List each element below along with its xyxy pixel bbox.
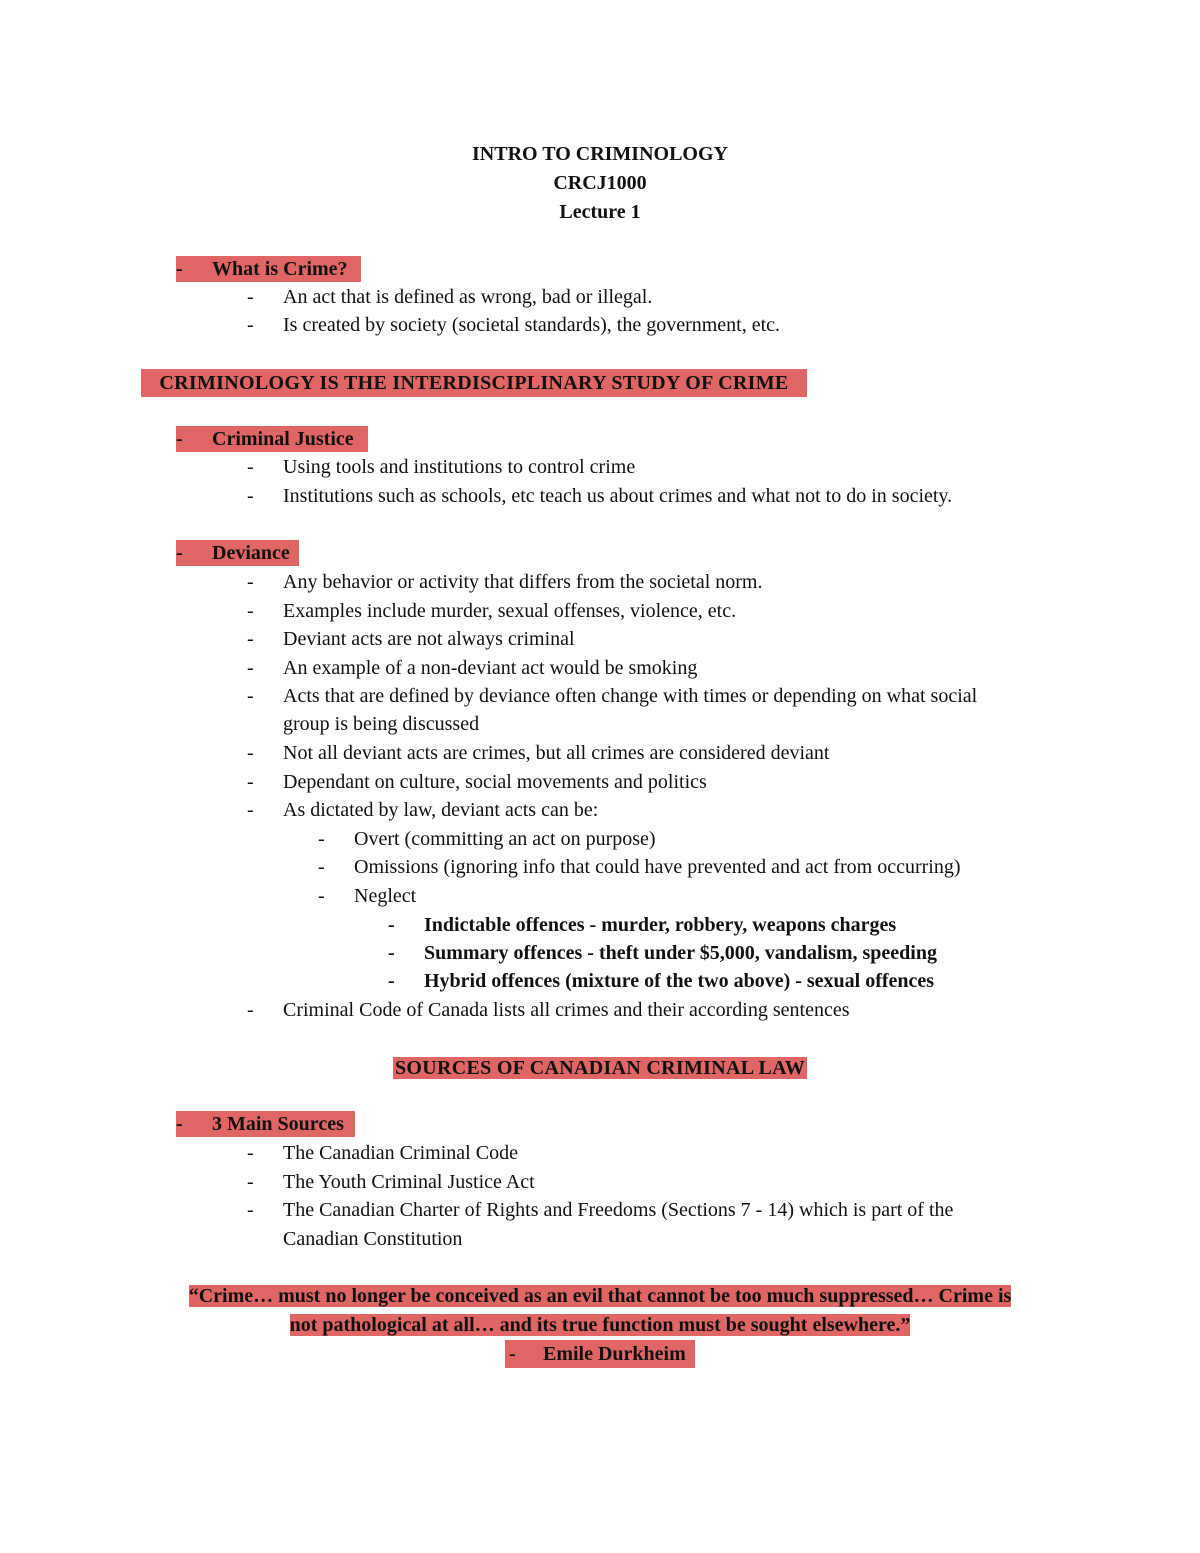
course-code: CRCJ1000 <box>553 172 647 194</box>
list-item-text: As dictated by law, deviant acts can be: <box>283 799 599 821</box>
bullet-dash: - <box>509 1343 516 1365</box>
bullet-dash: - <box>176 258 183 280</box>
list-item-text: An act that is defined as wrong, bad or illegal. <box>283 286 653 308</box>
list-item-text: An example of a non-deviant act would be smoking <box>283 657 698 679</box>
bullet-dash: - <box>247 742 254 764</box>
quote-author-name: Emile Durkheim <box>543 1343 686 1365</box>
bullet-dash: - <box>388 970 395 992</box>
offence-item-text: Hybrid offences (mixture of the two above) - sexual offences <box>424 970 935 992</box>
bullet-dash: - <box>247 456 254 478</box>
bullet-dash: - <box>247 1199 254 1221</box>
list-item-text: Examples include murder, sexual offenses, violence, etc. <box>283 600 737 622</box>
bullet-dash: - <box>388 942 395 964</box>
bullet-dash: - <box>247 685 254 707</box>
list-item-text: Deviant acts are not always criminal <box>283 628 575 650</box>
sub-list-item-text: Omissions (ignoring info that could have prevented and act from occurring) <box>354 856 961 878</box>
list-item-text: Dependant on culture, social movements and politics <box>283 771 707 793</box>
section-banner-sources: SOURCES OF CANADIAN CRIMINAL LAW <box>394 1057 805 1079</box>
list-item-continuation: group is being discussed <box>283 713 480 735</box>
topic-heading-what-is-crime <box>176 256 361 282</box>
bullet-dash: - <box>388 914 395 936</box>
bullet-dash: - <box>247 799 254 821</box>
bullet-dash: - <box>247 485 254 507</box>
list-item-text: Any behavior or activity that differs from the societal norm. <box>283 571 763 593</box>
topic-heading-text: Deviance <box>212 542 290 564</box>
list-item-text: The Youth Criminal Justice Act <box>283 1171 535 1193</box>
topic-heading-text: Criminal Justice <box>212 428 354 450</box>
section-banner-sources-wrap <box>0 1054 1200 1082</box>
lecture-number: Lecture 1 <box>559 201 641 223</box>
bullet-dash: - <box>318 885 325 907</box>
topic-heading-text: 3 Main Sources <box>212 1113 344 1135</box>
bullet-dash: - <box>247 999 254 1021</box>
bullet-dash: - <box>318 856 325 878</box>
bullet-dash: - <box>247 771 254 793</box>
quote-author <box>505 1340 695 1368</box>
list-item-text: Using tools and institutions to control crime <box>283 456 636 478</box>
topic-heading-criminal-justice <box>176 426 368 452</box>
bullet-dash: - <box>176 428 183 450</box>
bullet-dash: - <box>247 1171 254 1193</box>
bullet-dash: - <box>318 828 325 850</box>
bullet-dash: - <box>247 571 254 593</box>
bullet-dash: - <box>247 628 254 650</box>
list-item-continuation: Canadian Constitution <box>283 1228 463 1250</box>
section-banner-criminology: CRIMINOLOGY IS THE INTERDISCIPLINARY STUDY OF CRIME <box>141 369 807 397</box>
list-item-text: Criminal Code of Canada lists all crimes and their according sentences <box>283 999 850 1021</box>
topic-heading-text: What is Crime? <box>212 258 348 280</box>
quote-line-2: not pathological at all… and its true function must be sought elsewhere.” <box>289 1314 911 1336</box>
quote-line-1-wrap <box>0 1282 1200 1310</box>
bullet-dash: - <box>176 542 183 564</box>
list-item-text: Not all deviant acts are crimes, but all crimes are considered deviant <box>283 742 830 764</box>
list-item-text: Acts that are defined by deviance often change with times or depending on what social <box>283 685 978 707</box>
bullet-dash: - <box>247 314 254 336</box>
topic-heading-deviance <box>176 540 299 566</box>
bullet-dash: - <box>247 657 254 679</box>
quote-line-2-wrap <box>0 1311 1200 1339</box>
list-item-text: The Canadian Criminal Code <box>283 1142 518 1164</box>
list-item-text: The Canadian Charter of Rights and Freedoms (Sections 7 - 14) which is part of the <box>283 1199 954 1221</box>
bullet-dash: - <box>247 1142 254 1164</box>
bullet-dash: - <box>247 286 254 308</box>
quote-line-1: “Crime… must no longer be conceived as an evil that cannot be too much suppressed… Crime is <box>188 1285 1012 1307</box>
topic-heading-main-sources <box>176 1111 355 1137</box>
bullet-dash: - <box>247 600 254 622</box>
doc-title: INTRO TO CRIMINOLOGY <box>472 143 728 165</box>
list-item-text: Institutions such as schools, etc teach us about crimes and what not to do in society. <box>283 485 953 507</box>
offence-item-text: Indictable offences - murder, robbery, weapons charges <box>424 914 897 936</box>
list-item-text: Is created by society (societal standards), the government, etc. <box>283 314 781 336</box>
offence-item-text: Summary offences - theft under $5,000, vandalism, speeding <box>424 942 937 964</box>
quote-author-wrap <box>0 1340 1200 1368</box>
sub-list-item-text: Overt (committing an act on purpose) <box>354 828 656 850</box>
sub-list-item-text: Neglect <box>354 885 417 907</box>
bullet-dash: - <box>176 1113 183 1135</box>
